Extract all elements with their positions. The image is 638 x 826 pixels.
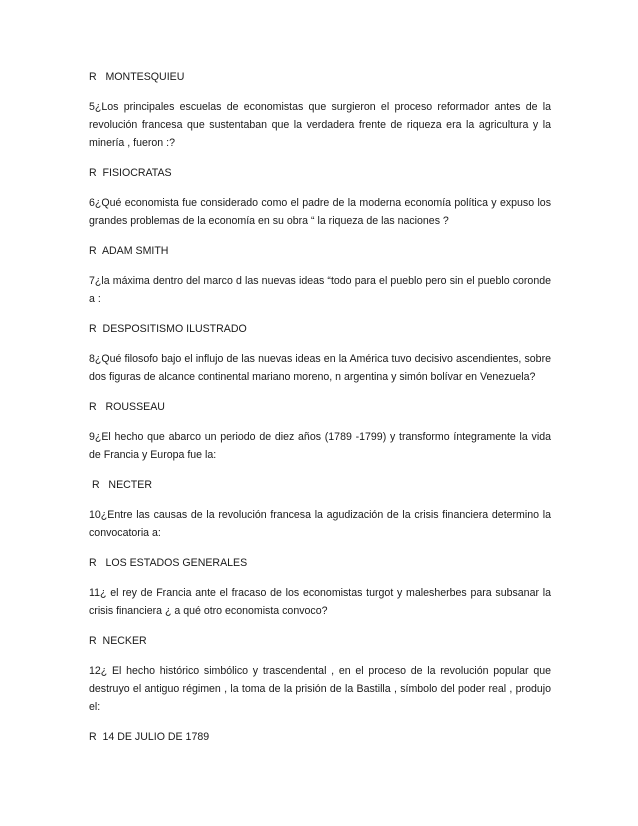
- question-9: 9¿El hecho que abarco un periodo de diez años (1789 -1799) y transformo íntegramente la vida de Francia y Europa fue la:: [89, 431, 551, 461]
- question-10: 10¿Entre las causas de la revolución francesa la agudización de la crisis financiera determino la convocatoria a:: [89, 509, 551, 539]
- question-11: 11¿ el rey de Francia ante el fracaso de los economistas turgot y malesherbes para subsanar la crisis financiera ¿ a qué otro economista convoco?: [89, 587, 551, 617]
- answer-fisiocratas: R FISIOCRATAS: [89, 167, 172, 179]
- answer-14-julio-1789: R 14 DE JULIO DE 1789: [89, 731, 210, 743]
- question-12: 12¿ El hecho histórico simbólico y trascendental , en el proceso de la revolución popular que destruyo el antiguo régimen , la toma de la prisión de la Bastilla , símbolo del poder real , produjo el:: [89, 665, 551, 713]
- question-8: 8¿Qué filosofo bajo el influjo de las nuevas ideas en la América tuvo decisivo ascendientes, sobre dos figuras de alcance continental mariano moreno, n argentina y simón bolívar en Venezuela?: [89, 353, 551, 383]
- question-7: 7¿la máxima dentro del marco d las nuevas ideas “todo para el pueblo pero sin el pueblo coronde a :: [89, 275, 551, 305]
- answer-estados-generales: R LOS ESTADOS GENERALES: [89, 557, 248, 569]
- document-body: [89, 68, 551, 758]
- answer-despotismo-ilustrado: R DESPOSITISMO ILUSTRADO: [89, 323, 247, 335]
- answer-necter: R NECTER: [89, 479, 152, 491]
- question-5: 5¿Los principales escuelas de economistas que surgieron el proceso reformador antes de la revolución francesa que sustentaban que la verdadera frente de riqueza era la agricultura y la minería , fueron :?: [89, 101, 551, 149]
- question-6: 6¿Qué economista fue considerado como el padre de la moderna economía política y expuso los grandes problemas de la economía en su obra “ la riqueza de las naciones ?: [89, 197, 551, 227]
- answer-necker: R NECKER: [89, 635, 147, 647]
- answer-rousseau: R ROUSSEAU: [89, 401, 165, 413]
- answer-adam-smith: R ADAM SMITH: [89, 245, 169, 257]
- answer-montesquieu: R MONTESQUIEU: [89, 71, 185, 83]
